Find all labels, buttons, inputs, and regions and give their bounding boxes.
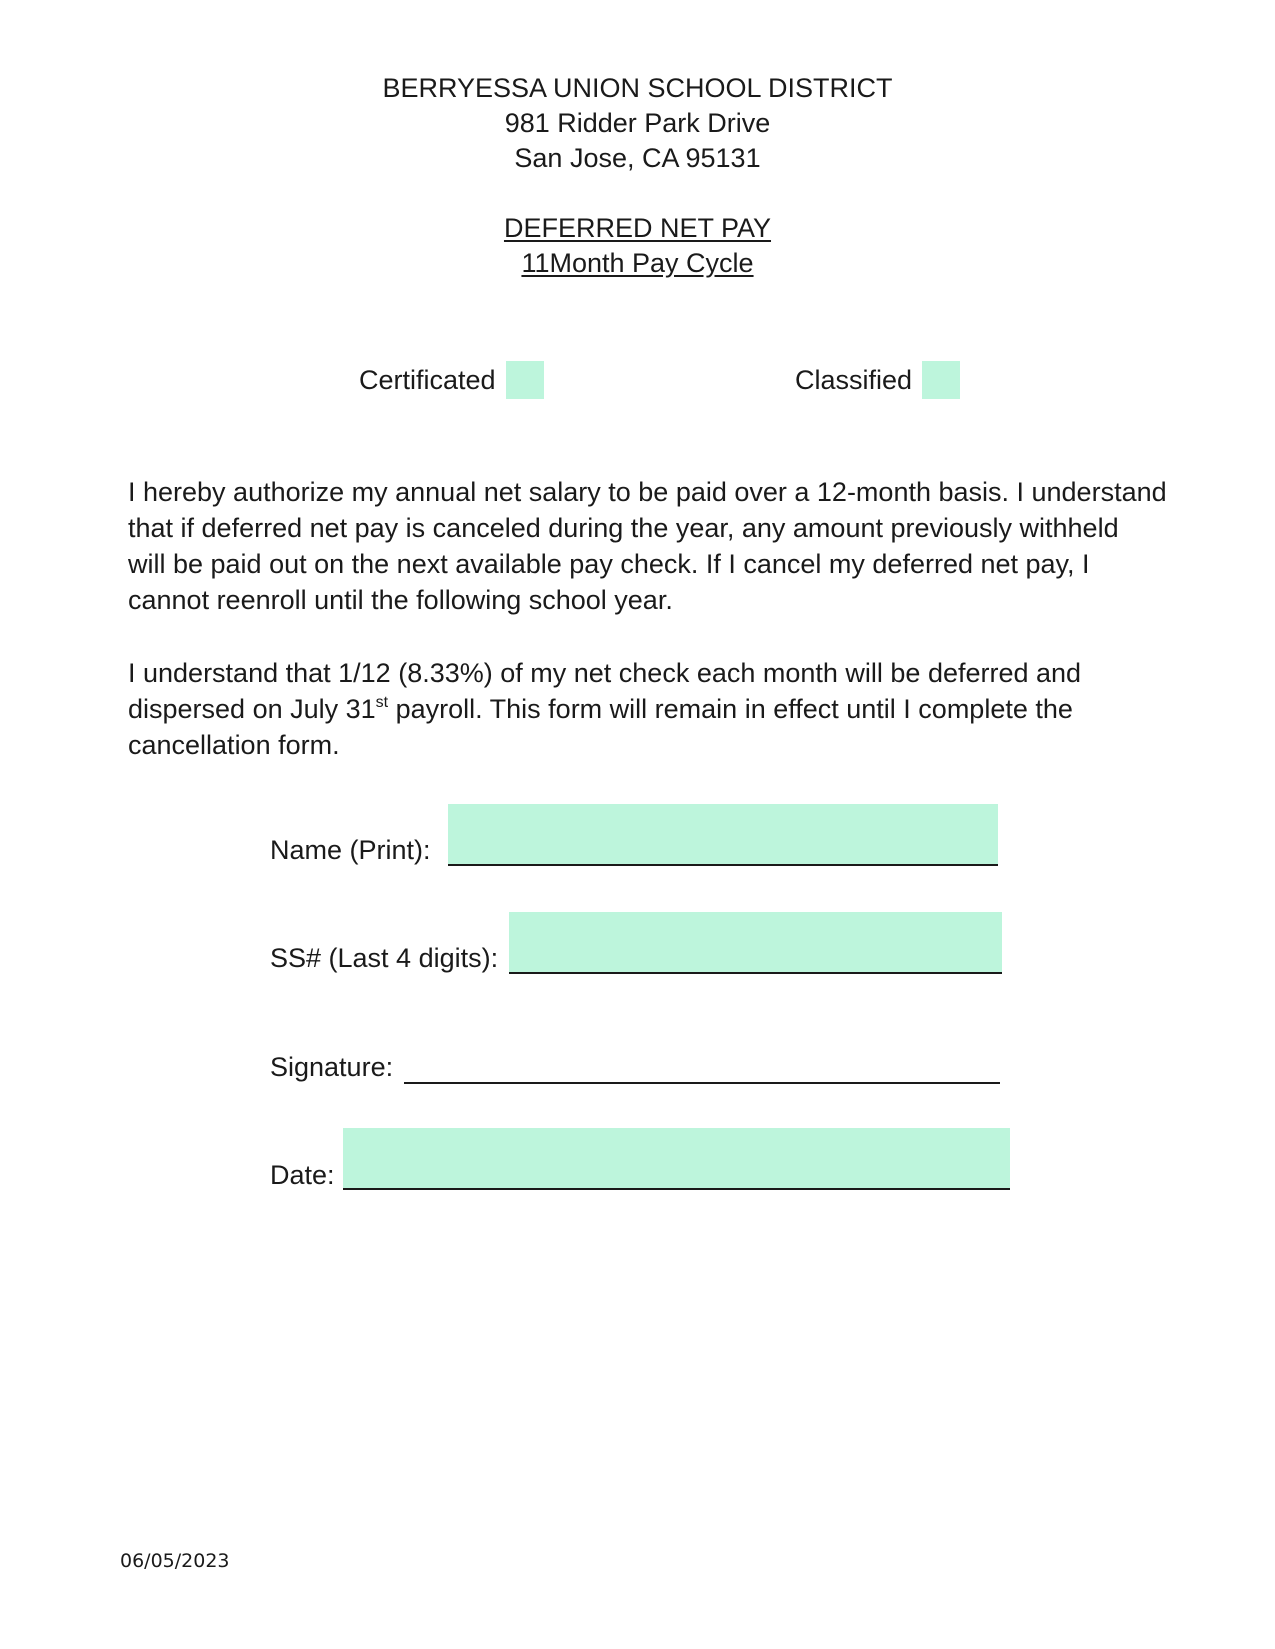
classified-label: Classified	[795, 364, 913, 395]
district-name: BERRYESSA UNION SCHOOL DISTRICT	[382, 73, 893, 103]
paragraph-text: payroll. This form will remain in effect until I complete the	[388, 694, 1073, 724]
paragraph-line	[128, 691, 1168, 727]
form-title: DEFERRED NET PAY	[503, 213, 772, 243]
signature-label: Signature:	[270, 1052, 394, 1082]
address-line-2: San Jose, CA 95131	[514, 143, 761, 173]
signature-field[interactable]	[404, 1054, 1000, 1084]
paragraph-line: I hereby authorize my annual net salary to be paid over a 12-month basis. I understand	[128, 477, 1167, 507]
paragraph-line: cannot reenroll until the following school year.	[128, 585, 673, 615]
form-subtitle: 11Month Pay Cycle	[521, 248, 754, 278]
ordinal-suffix: st	[375, 694, 389, 711]
form-title-row	[0, 211, 1275, 245]
classified-option	[795, 360, 960, 400]
ssn-label: SS# (Last 4 digits):	[270, 943, 499, 973]
paragraph-text: dispersed on July 31	[128, 694, 376, 724]
date-field[interactable]	[343, 1128, 1010, 1190]
date-label: Date:	[270, 1160, 335, 1190]
paragraph-line: will be paid out on the next available pay check. If I cancel my deferred net pay, I	[128, 549, 1090, 579]
certificated-label: Certificated	[359, 364, 496, 395]
form-subtitle-row	[0, 246, 1275, 280]
revision-date: 06/05/2023	[120, 1550, 230, 1572]
paragraph-line: cancellation form.	[128, 730, 340, 760]
certificated-checkbox[interactable]	[506, 361, 544, 399]
paragraph-line: I understand that 1/12 (8.33%) of my net check each month will be deferred and	[128, 658, 1082, 688]
paragraph-line: that if deferred net pay is canceled during the year, any amount previously withheld	[128, 513, 1119, 543]
deferral-paragraph	[128, 655, 1168, 763]
address-line-1: 981 Ridder Park Drive	[504, 108, 771, 138]
name-field[interactable]	[448, 804, 998, 866]
authorization-paragraph	[128, 474, 1168, 618]
name-label: Name (Print):	[270, 835, 431, 865]
ssn-field[interactable]	[509, 912, 1002, 974]
certificated-option	[359, 360, 544, 400]
classified-checkbox[interactable]	[922, 361, 960, 399]
